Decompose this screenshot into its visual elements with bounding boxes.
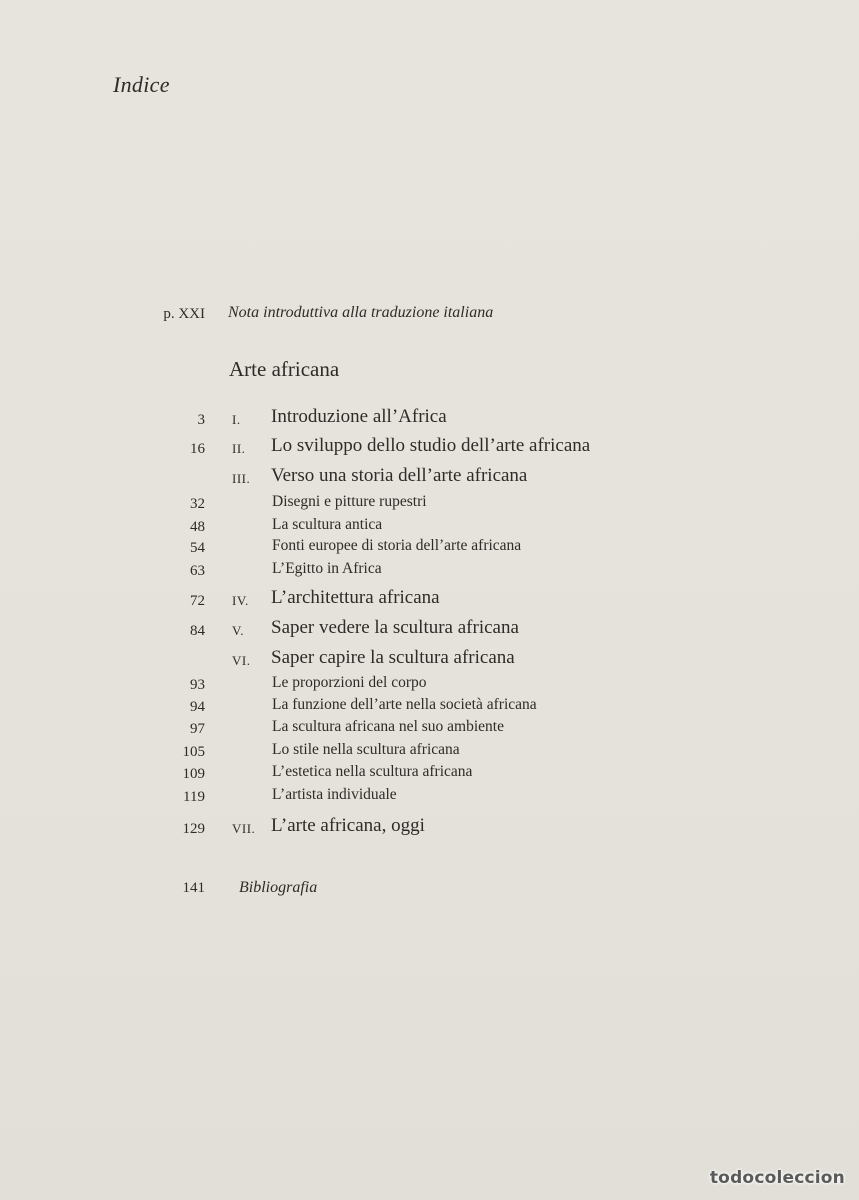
entry-title: Nota introduttiva alla traduzione italiana — [228, 304, 494, 321]
index-heading: Indice — [113, 72, 170, 97]
toc-row-section — [0, 493, 859, 517]
toc-row-section — [0, 741, 859, 765]
page-number: 72 — [190, 593, 205, 609]
toc-row-chapter — [0, 465, 859, 489]
chapter-numeral: I. — [232, 412, 241, 427]
page-number: p. XXI — [163, 306, 205, 322]
section-title: Disegni e pitture rupestri — [272, 493, 427, 510]
page-number: 84 — [190, 623, 205, 639]
chapter-title: Verso una storia dell’arte africana — [271, 465, 528, 486]
page-number: 32 — [190, 496, 205, 512]
section-title: L’Egitto in Africa — [272, 560, 382, 577]
chapter-title: Introduzione all’Africa — [271, 406, 447, 427]
chapter-numeral: V. — [232, 623, 244, 638]
watermark: todocoleccion — [709, 1168, 845, 1188]
chapter-title: Lo sviluppo dello studio dell’arte africana — [271, 435, 591, 456]
page-number: 54 — [190, 540, 205, 556]
page-number: 63 — [190, 563, 205, 579]
section-title: L’artista individuale — [272, 786, 397, 803]
section-title: La scultura antica — [272, 516, 383, 533]
page-number: 94 — [190, 699, 205, 715]
section-title: La funzione dell’arte nella società africana — [272, 696, 537, 713]
page-number: 3 — [197, 412, 205, 428]
page-number: 129 — [182, 821, 205, 837]
toc-row-back-matter — [0, 879, 859, 903]
chapter-numeral: VII. — [232, 821, 256, 836]
toc-row-chapter — [0, 647, 859, 671]
section-title: La scultura africana nel suo ambiente — [272, 718, 504, 735]
section-title: L’estetica nella scultura africana — [272, 763, 473, 780]
chapter-numeral: II. — [232, 441, 246, 456]
section-title: Fonti europee di storia dell’arte africana — [272, 537, 522, 554]
section-title: Lo stile nella scultura africana — [272, 741, 460, 758]
page-number: 48 — [190, 519, 205, 535]
chapter-title: Saper capire la scultura africana — [271, 647, 515, 668]
toc-row-section — [0, 718, 859, 742]
toc-row-section — [0, 537, 859, 561]
part-title: Arte africana — [229, 357, 340, 381]
toc-row-chapter — [0, 587, 859, 611]
page-number: 105 — [182, 744, 205, 760]
page-number: 109 — [182, 766, 205, 782]
toc-row-section — [0, 763, 859, 787]
chapter-title: Saper vedere la scultura africana — [271, 617, 519, 638]
page-number: 93 — [190, 677, 205, 693]
toc-row-chapter — [0, 617, 859, 641]
toc-row-section — [0, 696, 859, 720]
entry-title: Bibliografia — [239, 879, 318, 896]
chapter-numeral: III. — [232, 471, 251, 486]
toc-row-chapter — [0, 435, 859, 459]
toc-row-chapter — [0, 406, 859, 430]
section-title: Le proporzioni del corpo — [272, 674, 427, 691]
page-number: 16 — [190, 441, 205, 457]
toc-row-chapter — [0, 815, 859, 839]
page-number: 97 — [190, 721, 205, 737]
page-number: 119 — [183, 789, 205, 805]
chapter-title: L’architettura africana — [271, 587, 440, 608]
chapter-numeral: VI. — [232, 653, 251, 668]
chapter-numeral: IV. — [232, 593, 249, 608]
toc-row-section — [0, 674, 859, 698]
page-number: 141 — [182, 880, 205, 896]
toc-row-section — [0, 786, 859, 810]
chapter-title: L’arte africana, oggi — [271, 815, 425, 836]
toc-row-front-matter — [0, 304, 859, 328]
toc-row-section — [0, 560, 859, 584]
